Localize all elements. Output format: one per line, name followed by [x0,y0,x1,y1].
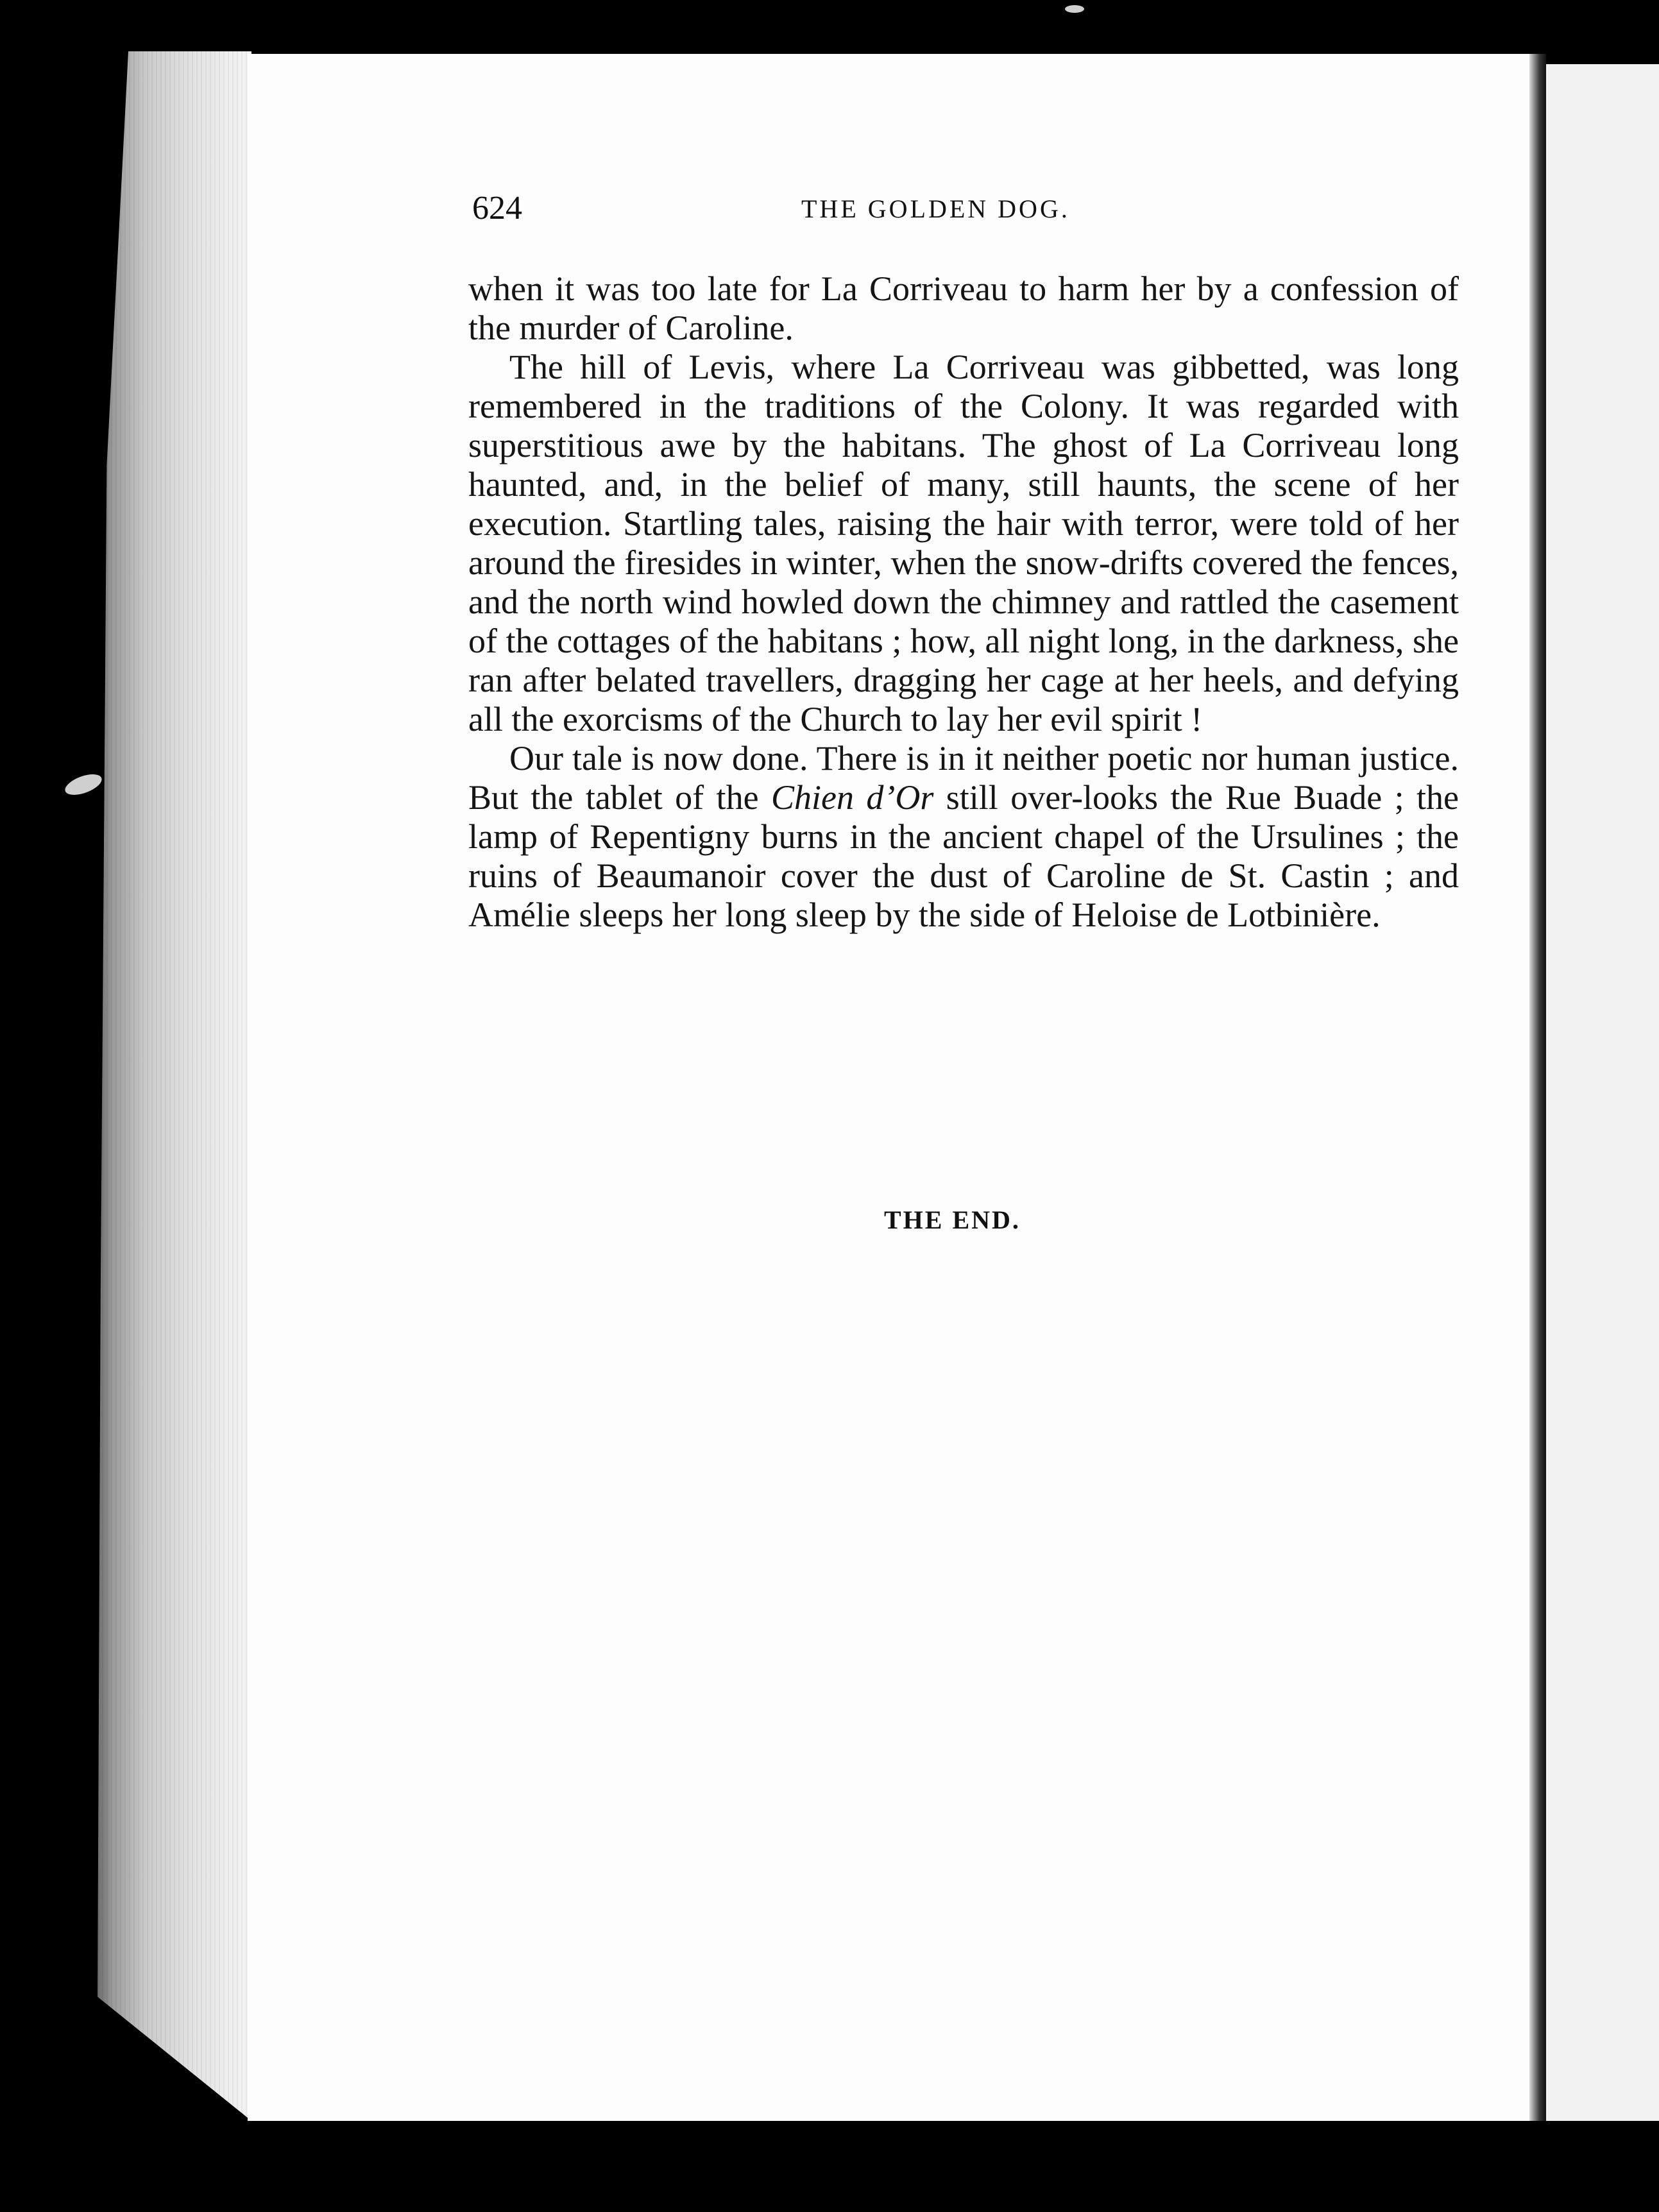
paragraph-3-text-after: still over-looks the Rue Buade ; the lamp of Repentigny burns in the ancient chapel of the Ursulines ; the ruins of Beaumanoir cover the dust of Caroline de St. Castin ; and Amélie sleeps her long sleep by the side of Heloise de Lotbinière. [468,778,1459,934]
running-head: THE GOLDEN DOG. [801,194,1070,223]
closing-the-end: THE END. [884,1205,1021,1234]
book-gutter [1529,54,1546,2121]
paragraph-2: The hill of Levis, where La Corriveau was gibbetted, was long remembered in the traditions of the Colony. It was regarded with superstitious awe by the habitans. The ghost of La Corriveau long haunted, and, in the belief of many, still haunts, the scene of her execution. Startling tales, raising the hair with terror, were told of her around the firesides in winter, when the snow-drifts covered the fences, and the north wind howled down the chimney and rattled the casement of the cottages of the habitans ; how, all night long, in the darkness, she ran after belated travellers, dragging her cage at her heels, and defying all the exorcisms of the Church to lay her evil spirit ! [468,348,1459,738]
scan-speck [1065,5,1084,13]
paragraph-3-text-before: Our tale is now done. There is in it neither poetic nor human justice. But the tablet of the [468,739,1459,817]
book-page-edges [98,51,251,2121]
page-number: 624 [472,190,522,226]
paragraph-1: when it was too late for La Corriveau to harm her by a confession of the murder of Caroline. [468,269,1459,347]
page-header [472,186,1136,231]
scan-speck [62,770,104,799]
paragraph-3-italic-title: Chien d’Or [770,778,934,817]
paragraph-3 [468,739,1459,935]
adjacent-page-edge [1546,64,1659,2121]
body-text [468,269,1459,935]
